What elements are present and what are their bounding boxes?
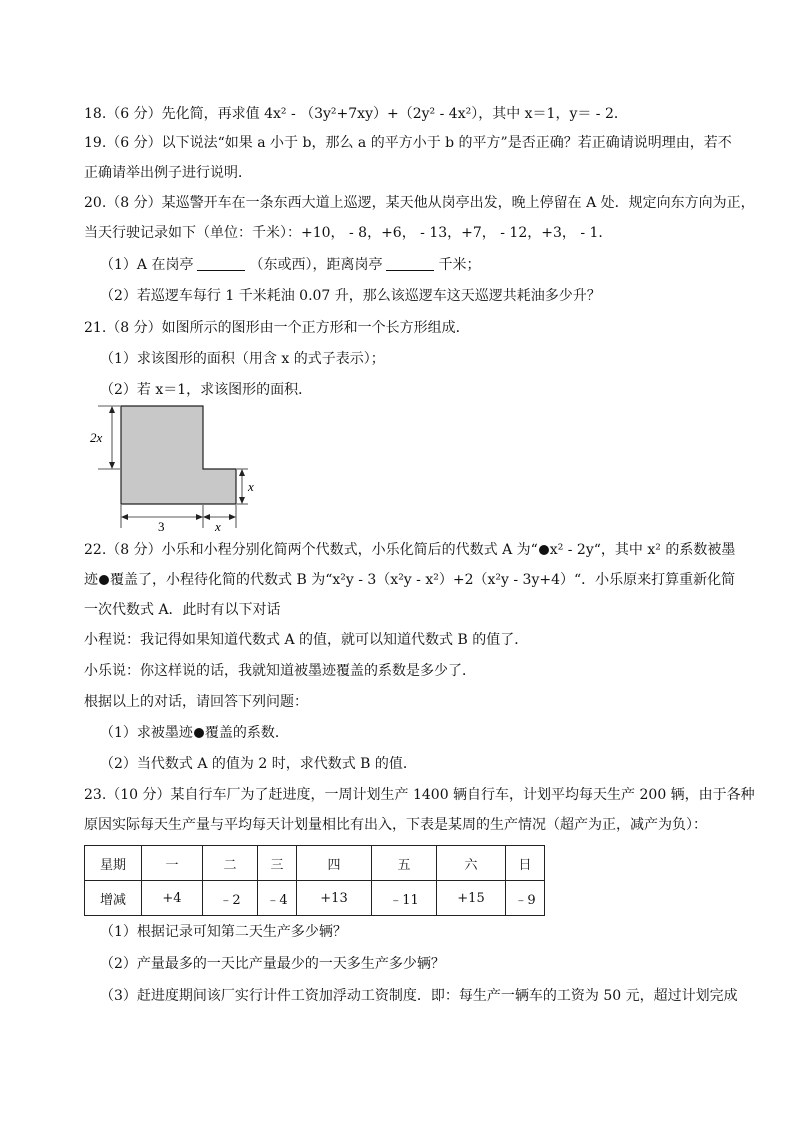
table-header-cell: 六	[437, 846, 506, 881]
q22-dialog-xiaole: 小乐说：你这样说的话，我就知道被墨迹覆盖的系数是多少了．	[84, 663, 476, 679]
question-23	[84, 785, 755, 805]
question-21	[84, 318, 470, 338]
q22-sub2: （2）当代数式 A 的值为 2 时，求代数式 B 的值．	[100, 756, 417, 772]
table-header-cell: 二	[203, 846, 258, 881]
label-x-right: x	[248, 479, 254, 494]
table-row	[85, 881, 545, 916]
q23-sub3: （3）赶进度期间该厂实行计件工资加浮动工资制度．即：每生产一辆车的工资为 50 元，超过计划完成	[100, 988, 738, 1004]
q20-sub1-part-b: （东或西），距离岗亭	[249, 257, 383, 273]
q23-text-line2: 原因实际每天生产量与平均每天计划量相比有出入，下表是某周的生产情况（超产为正，减产为负）：	[84, 817, 707, 833]
ink-blot-icon	[539, 545, 549, 555]
table-cell: ﹣2	[203, 881, 258, 916]
question-18	[84, 104, 628, 124]
table-cell: ﹣11	[372, 881, 437, 916]
q23-score: （10 分）	[106, 787, 171, 803]
q22-line2	[84, 570, 735, 590]
q22-sub1	[100, 723, 289, 743]
q22-dialog-xiaocheng: 小程说：我记得如果知道代数式 A 的值，就可以知道代数式 B 的值了．	[84, 632, 529, 648]
table-header-cell: 一	[142, 846, 203, 881]
q20-sub1	[100, 255, 480, 275]
q18-score: （6 分）	[106, 106, 162, 122]
q22-line3: 一次代数式 A．此时有以下对话	[84, 602, 281, 618]
q19-score: （6 分）	[106, 135, 162, 151]
q21-figure	[84, 404, 274, 540]
table-header-cell: 星期	[85, 846, 142, 881]
table-cell: ﹣4	[258, 881, 297, 916]
table-header-cell: 五	[372, 846, 437, 881]
q23-number: 23.	[84, 787, 107, 803]
q20-blank-distance[interactable]	[386, 256, 434, 271]
q20-sub2: （2）若巡逻车每行 1 千米耗油 0.07 升，那么该巡逻车这天巡逻共耗油多少升？	[100, 288, 601, 304]
q22-sub1-part-b: 覆盖的系数．	[204, 725, 289, 741]
q23-text-line1: 某自行车厂为了赶进度，一周计划生产 1400 辆自行车，计划平均每天生产 200 辆，由于各种	[170, 787, 755, 803]
q22-line1-part-b: x² - 2y“，其中 x² 的系数被墨	[549, 542, 736, 558]
q20-text-line1: 某巡警开车在一条东西大道上巡逻，某天他从岗亭出发，晚上停留在 A 处．规定向东方向为正，	[161, 195, 755, 211]
q22-sub1-part-a: （1）求被墨迹	[100, 725, 193, 741]
table-header-cell: 三	[258, 846, 297, 881]
q22-line1-part-a: 小乐和小程分别化简两个代数式，小乐化简后的代数式 A 为“	[161, 542, 538, 558]
q22-line2-part-b: 覆盖了，小程待化简的代数式 B 为“x²y - 3（x²y - x²）+2（x²y - 3y+4）“．小乐原来打算重新化简	[110, 572, 736, 588]
table-row-label: 增减	[85, 881, 142, 916]
q20-blank-direction[interactable]	[197, 256, 245, 271]
table-cell: +4	[142, 881, 203, 916]
q22-score: （8 分）	[106, 542, 162, 558]
ink-blot-icon	[194, 728, 204, 738]
table-cell: +13	[297, 881, 372, 916]
label-x-bottom: x	[215, 519, 221, 534]
q23-sub2: （2）产量最多的一天比产量最少的一天多生产多少辆？	[100, 956, 445, 972]
q18-text: 先化简，再求值 4x² - （3y²+7xy）+（2y² - 4x²），其中 x＝1，y＝ - 2．	[161, 106, 628, 122]
table-header-row	[85, 846, 545, 881]
q22-number: 22.	[84, 542, 107, 558]
label-3: 3	[158, 519, 165, 534]
q19-text-line2: 正确请举出例子进行说明．	[84, 165, 252, 181]
table-header-cell: 四	[297, 846, 372, 881]
l-shape-diagram	[84, 404, 274, 536]
q20-sub1-part-a: （1）A 在岗亭	[100, 257, 194, 273]
production-table	[84, 845, 545, 916]
table-header-cell: 日	[506, 846, 545, 881]
q19-text-line1: 以下说法“如果 a 小于 b，那么 a 的平方小于 b 的平方”是否正确？若正确请说明理由，若不	[161, 135, 732, 151]
q23-sub1: （1）根据记录可知第二天生产多少辆？	[100, 924, 347, 940]
q20-number: 20.	[84, 195, 107, 211]
q18-number: 18.	[84, 106, 107, 122]
question-22	[84, 540, 735, 560]
ink-blot-icon	[99, 575, 109, 585]
q21-text: 如图所示的图形由一个正方形和一个长方形组成．	[161, 320, 470, 336]
q21-score: （8 分）	[106, 320, 162, 336]
q19-number: 19.	[84, 135, 107, 151]
table-cell: +15	[437, 881, 506, 916]
question-19	[84, 133, 732, 153]
question-20	[84, 193, 755, 213]
table-cell: ﹣9	[506, 881, 545, 916]
q20-sub1-part-c: 千米；	[438, 257, 481, 273]
q21-sub2: （2）若 x＝1，求该图形的面积．	[100, 382, 313, 398]
l-shape-region	[121, 406, 236, 504]
label-2x: 2x	[90, 430, 103, 445]
q21-number: 21.	[84, 320, 107, 336]
q20-text-line2: 当天行驶记录如下（单位：千米）：+10， - 8，+6， - 13，+7， - 12，+3， - 1．	[84, 225, 613, 241]
q20-score: （8 分）	[106, 195, 162, 211]
q21-sub1: （1）求该图形的面积（用含 x 的式子表示）；	[100, 351, 385, 367]
q22-line2-part-a: 迹	[84, 572, 98, 588]
q22-prompt: 根据以上的对话，请回答下列问题：	[84, 694, 308, 710]
